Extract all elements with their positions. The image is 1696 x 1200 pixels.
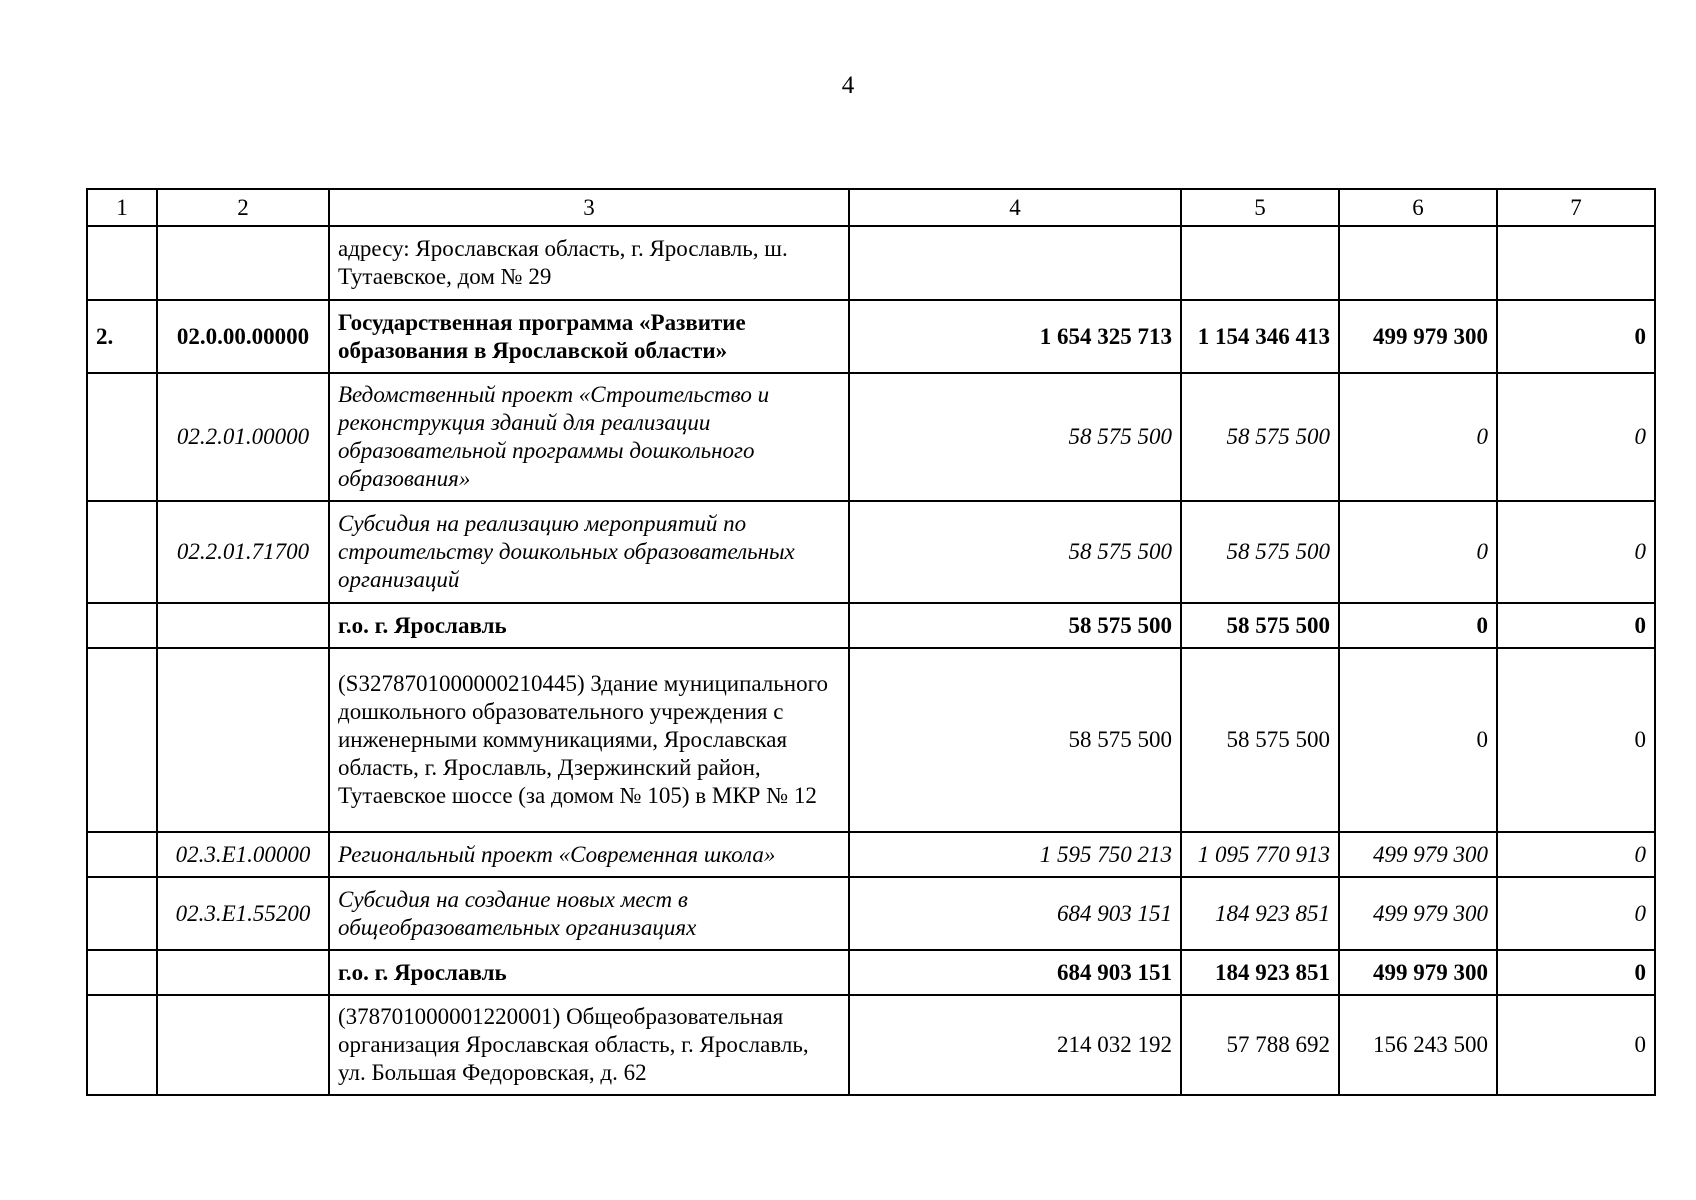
value-col7-cell: 0 (1497, 373, 1655, 501)
column-header-6: 6 (1339, 189, 1497, 226)
value-col5-cell: 58 575 500 (1181, 603, 1339, 648)
value-col4-cell (849, 226, 1181, 300)
code-cell (157, 950, 329, 995)
value-col6-cell: 499 979 300 (1339, 950, 1497, 995)
code-cell: 02.2.01.71700 (157, 501, 329, 603)
name-cell: адресу: Ярославская область, г. Ярославль, ш. Тутаевское, дом № 29 (329, 226, 849, 300)
value-col6-cell: 0 (1339, 373, 1497, 501)
name-cell: Ведомственный проект «Строительство и реконструкция зданий для реализации образовательной программы дошкольного образования» (329, 373, 849, 501)
column-header-1: 1 (87, 189, 157, 226)
column-header-2: 2 (157, 189, 329, 226)
value-col6-cell: 156 243 500 (1339, 995, 1497, 1095)
value-col7-cell: 0 (1497, 300, 1655, 373)
name-cell: Региональный проект «Современная школа» (329, 832, 849, 877)
value-col7-cell: 0 (1497, 832, 1655, 877)
value-col6-cell: 0 (1339, 501, 1497, 603)
value-col4-cell: 684 903 151 (849, 877, 1181, 950)
name-cell: Субсидия на создание новых мест в общеобразовательных организациях (329, 877, 849, 950)
row-number-cell (87, 501, 157, 603)
value-col5-cell: 58 575 500 (1181, 648, 1339, 832)
code-cell: 02.0.00.00000 (157, 300, 329, 373)
code-cell: 02.3.E1.00000 (157, 832, 329, 877)
row-number-cell (87, 950, 157, 995)
value-col4-cell: 1 595 750 213 (849, 832, 1181, 877)
row-number-cell (87, 877, 157, 950)
value-col6-cell: 499 979 300 (1339, 877, 1497, 950)
column-header-4: 4 (849, 189, 1181, 226)
value-col6-cell: 499 979 300 (1339, 300, 1497, 373)
column-header-3: 3 (329, 189, 849, 226)
table-row (87, 300, 1655, 373)
value-col7-cell: 0 (1497, 603, 1655, 648)
row-number-cell (87, 995, 157, 1095)
value-col6-cell: 0 (1339, 603, 1497, 648)
table-row (87, 648, 1655, 832)
value-col4-cell: 58 575 500 (849, 501, 1181, 603)
page-number: 4 (841, 72, 855, 99)
value-col5-cell: 58 575 500 (1181, 501, 1339, 603)
value-col6-cell (1339, 226, 1497, 300)
value-col5-cell: 1 154 346 413 (1181, 300, 1339, 373)
name-cell: г.о. г. Ярославль (329, 950, 849, 995)
code-cell (157, 603, 329, 648)
table-row (87, 373, 1655, 501)
row-number-cell (87, 226, 157, 300)
value-col5-cell: 57 788 692 (1181, 995, 1339, 1095)
table-row (87, 877, 1655, 950)
name-cell: Субсидия на реализацию мероприятий по строительству дошкольных образовательных организаций (329, 501, 849, 603)
value-col7-cell: 0 (1497, 501, 1655, 603)
value-col4-cell: 684 903 151 (849, 950, 1181, 995)
code-cell (157, 648, 329, 832)
row-number-cell: 2. (87, 300, 157, 373)
value-col4-cell: 58 575 500 (849, 603, 1181, 648)
row-number-cell (87, 832, 157, 877)
table-row (87, 832, 1655, 877)
table-row (87, 995, 1655, 1095)
value-col7-cell: 0 (1497, 648, 1655, 832)
value-col4-cell: 214 032 192 (849, 995, 1181, 1095)
value-col7-cell: 0 (1497, 995, 1655, 1095)
name-cell: (378701000001220001) Общеобразовательная организация Ярославская область, г. Ярославль, ул. Большая Федоровская, д. 62 (329, 995, 849, 1095)
value-col6-cell: 0 (1339, 648, 1497, 832)
value-col4-cell: 58 575 500 (849, 373, 1181, 501)
name-cell: (S327870100000021044​5) Здание муниципального дошкольного образовательного учреждения с инженерными коммуникациями, Ярославская область, г. Ярославль, Дзержинский район, Тутаевское шоссе (за домом № 105) в МКР № 12 (329, 648, 849, 832)
value-col4-cell: 1 654 325 713 (849, 300, 1181, 373)
name-cell: г.о. г. Ярославль (329, 603, 849, 648)
value-col5-cell: 1 095 770 913 (1181, 832, 1339, 877)
code-cell (157, 995, 329, 1095)
table-row (87, 501, 1655, 603)
value-col6-cell: 499 979 300 (1339, 832, 1497, 877)
value-col5-cell (1181, 226, 1339, 300)
column-header-5: 5 (1181, 189, 1339, 226)
value-col4-cell: 58 575 500 (849, 648, 1181, 832)
value-col7-cell: 0 (1497, 877, 1655, 950)
row-number-cell (87, 373, 157, 501)
code-cell (157, 226, 329, 300)
column-header-7: 7 (1497, 189, 1655, 226)
table-row (87, 950, 1655, 995)
value-col7-cell: 0 (1497, 950, 1655, 995)
budget-table (86, 188, 1656, 1096)
value-col5-cell: 184 923 851 (1181, 877, 1339, 950)
table-row (87, 226, 1655, 300)
table-row (87, 603, 1655, 648)
code-cell: 02.2.01.00000 (157, 373, 329, 501)
header-row (87, 189, 1655, 226)
value-col5-cell: 184 923 851 (1181, 950, 1339, 995)
row-number-cell (87, 648, 157, 832)
value-col5-cell: 58 575 500 (1181, 373, 1339, 501)
name-cell: Государственная программа «Развитие образования в Ярославской области» (329, 300, 849, 373)
value-col7-cell (1497, 226, 1655, 300)
code-cell: 02.3.E1.55200 (157, 877, 329, 950)
row-number-cell (87, 603, 157, 648)
